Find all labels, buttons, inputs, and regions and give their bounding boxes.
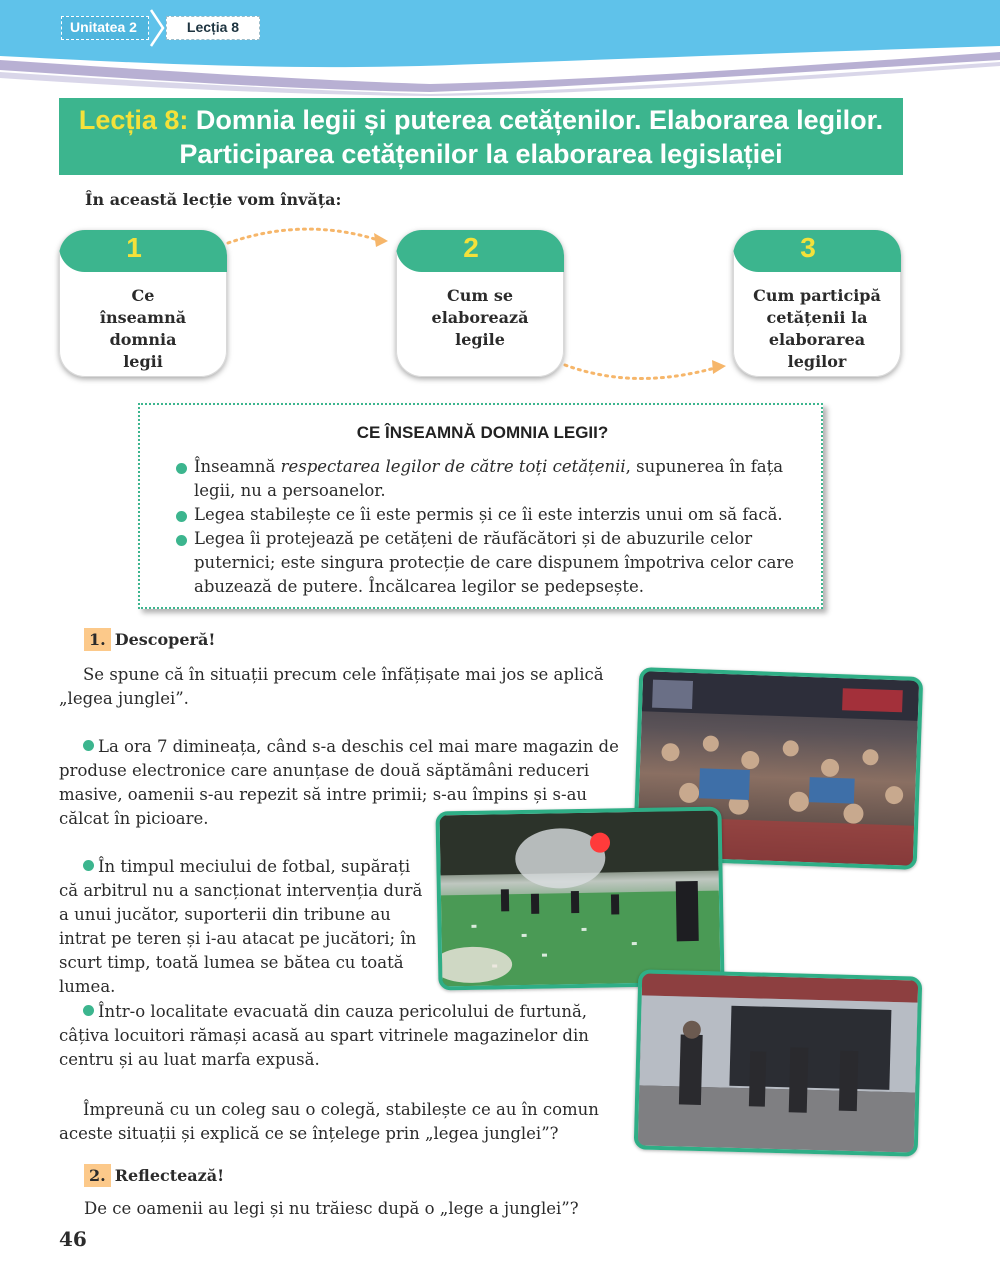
- page-number: 46: [59, 1227, 87, 1251]
- lesson-title-line2: Participarea cetățenilor la elaborarea legislației: [179, 139, 783, 169]
- step-text: Ce înseamnă domnia legii: [99, 286, 187, 371]
- step-text: Cum participă cetățenii la elaborarea legilor: [753, 286, 881, 371]
- looting-image: [638, 973, 918, 1152]
- list-item: Înseamnă respectarea legilor de către toți cetățenii, supunerea în fața legii, nu a persoanelor.: [176, 455, 801, 503]
- breadcrumb-unit[interactable]: Unitatea 2: [61, 16, 149, 40]
- scenario-2: În timpul meciului de fotbal, supărați că arbitrul nu a sancționat intervenția dură a unui jucător, suporterii din tribune au intrat pe teren și i-au atacat pe jucători; în scurt timp, toată lumea se bătea cu toată lumea.: [59, 857, 423, 996]
- lesson-intro: În această lecție vom învăța:: [85, 190, 342, 209]
- breadcrumb-lesson[interactable]: Lecția 8: [166, 16, 260, 40]
- step-card-1: [59, 230, 227, 377]
- section1-task: Împreună cu un coleg sau o colegă, stabilește ce au în comun aceste situații și explică ce se înțelege prin „legea junglei”?: [59, 1100, 599, 1143]
- lesson-title-prefix: Lecția 8:: [78, 105, 189, 135]
- arrow-head-icon: [712, 360, 726, 374]
- bullet-icon: [176, 535, 187, 546]
- section-heading-reflect: 2. Reflectează!: [84, 1164, 224, 1187]
- photo-football-riot: [435, 807, 724, 991]
- step-number: 3: [800, 232, 816, 263]
- section1-intro: Se spune că în situații precum cele înfățișate mai jos se aplică „legea junglei”.: [59, 665, 604, 708]
- arrow-head-icon: [374, 233, 388, 247]
- rule-of-law-title: CE ÎNSEAMNĂ DOMNIA LEGII?: [356, 423, 609, 442]
- bullet-icon: [83, 740, 94, 751]
- rule-of-law-list: [176, 455, 801, 599]
- bullet-icon: [83, 1005, 94, 1016]
- section-number: 1.: [84, 628, 111, 651]
- step-number: 2: [463, 232, 479, 263]
- section-number: 2.: [84, 1164, 111, 1187]
- photo-looting: [634, 969, 923, 1156]
- bullet-icon: [83, 860, 94, 871]
- list-item: Legea stabilește ce îi este permis și ce îi este interzis unui om să facă.: [176, 503, 801, 527]
- list-item: Legea îi protejează pe cetățeni de răufăcători și de abuzurile celor puternici; este singura protecție de care dispunem împotriva celor care abuzează de putere. Încălcarea legilor se pedepsește.: [176, 527, 801, 599]
- step-number: 1: [126, 232, 142, 263]
- lesson-title: [59, 98, 903, 175]
- bullet-icon: [176, 463, 187, 474]
- breadcrumb-separator-icon: [149, 8, 167, 48]
- section-heading-discover: 1. Descoperă!: [84, 628, 215, 651]
- rule-of-law-box: [138, 403, 823, 609]
- section2-question: De ce oamenii au legi și nu trăiesc după o „lege a junglei”?: [84, 1199, 579, 1218]
- step-text: Cum se elaborează legile: [431, 286, 529, 349]
- scenario-1: La ora 7 dimineața, când s-a deschis cel mai mare magazin de produse electronice care anunțase de două săptămâni reduceri masive, oamenii s-au repezit să intre primii; s-au împins și s-au călcat în picioare.: [59, 737, 619, 828]
- scenario-3: Într-o localitate evacuată din cauza pericolului de furtună, câțiva locuitori rămași acasă au spart vitrinele magazinelor din centru și au luat marfa expusă.: [59, 1002, 589, 1069]
- football-riot-image: [440, 811, 721, 987]
- step-card-2: [396, 230, 564, 377]
- step-card-3: [733, 230, 901, 377]
- bullet-icon: [176, 511, 187, 522]
- lesson-title-line1: Domnia legii și puterea cetățenilor. Elaborarea legilor.: [195, 105, 884, 135]
